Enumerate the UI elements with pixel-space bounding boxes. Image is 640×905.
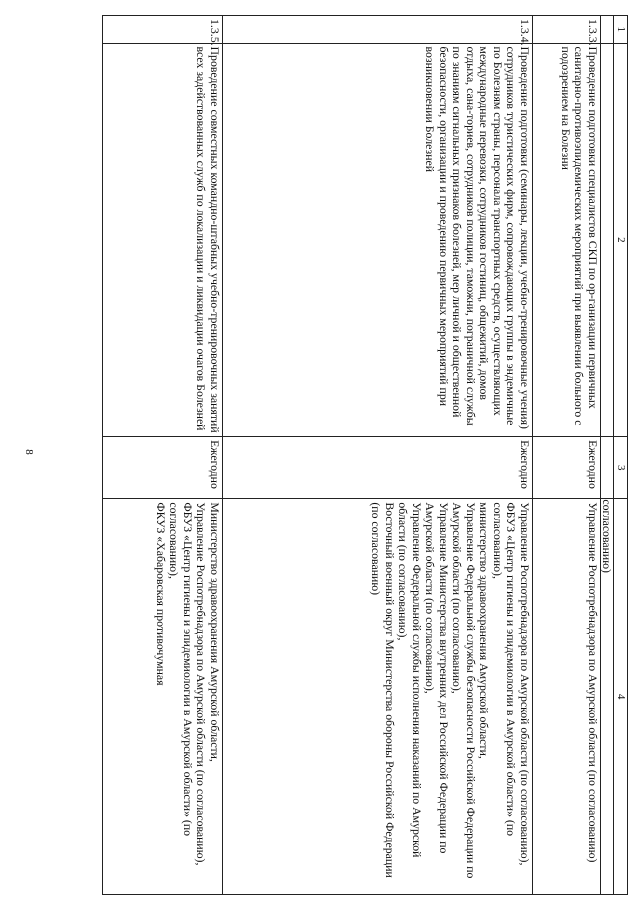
header-col-3: 3 xyxy=(614,437,628,499)
row-period: Ежегодно xyxy=(223,437,533,499)
executor-line: Восточный военный округ Министерства обороны Российской Федерации (по согласованию) xyxy=(369,502,397,878)
row-description: Проведение подготовки (семинары, лекции, учебно-тренировочные учения) сотрудников туристических фирм, сопровождающих группы в эндемичные по Болезням страны, персонала транспортных средств, осуществляющих международные перевозки, сотрудников гостиниц, общежитий, домов отдыха, сана-ториев, сотрудников полиции, таможни, пограничной службы по знаниям сигнальных признаков болезней, мер личной и общественной безопасности, организации и проведению первичных мероприятий при возникновении Болезней xyxy=(223,43,533,437)
executor-line: Управление Роспотребнадзора по Амурской области (по согласованию), xyxy=(194,502,209,866)
executor-line: министерство здравоохранения Амурской области, xyxy=(477,502,492,759)
table-row xyxy=(103,16,223,895)
row-executors xyxy=(103,499,223,895)
executor-line: Управление Министерства внутренних дел Российской Федерации по Амурской области (по согласованию), xyxy=(423,502,451,854)
executor-line: Управление Роспотребнадзора по Амурской области (по согласованию), xyxy=(518,502,532,866)
header-row xyxy=(614,16,628,895)
executor-line: Управление Федеральной службы исполнения наказаний по Амурской области (по согласованию), xyxy=(396,502,424,858)
executor-line: ФБУЗ «Центр гигиены и эпидемиологии в Амурской области» (по согласованию), xyxy=(491,502,519,837)
carryover-text: согласованию) xyxy=(601,499,614,895)
carryover-col-2 xyxy=(601,43,614,437)
page-number: 8 xyxy=(22,449,35,455)
row-executors xyxy=(223,499,533,895)
executor-line: Министерство здравоохранения Амурской области, xyxy=(208,502,222,762)
row-period: Ежегодно xyxy=(533,437,601,499)
executor-line: Управление Роспотребнадзора по Амурской области (по согласованию) xyxy=(586,502,600,863)
header-col-4: 4 xyxy=(614,499,628,895)
rotated-table-page xyxy=(88,15,628,895)
row-number: 1.3.5. xyxy=(103,16,223,44)
header-col-1: 1 xyxy=(614,16,628,44)
executor-line: Управление Федеральной службы безопасности Российской Федерации по Амурской области (по согласованию), xyxy=(450,502,478,879)
table-row xyxy=(223,16,533,895)
carryover-col-1 xyxy=(601,16,614,44)
executor-line: ФКУЗ «Хабаровская противочумная xyxy=(154,502,168,686)
row-number: 1.3.3. xyxy=(533,16,601,44)
row-description: Проведение совместных командно-штабных учебно-тренировочных занятий всех задействованных служб по локализации и ликвидации очагов Болезней xyxy=(103,43,223,437)
table-row xyxy=(533,16,601,895)
row-executors xyxy=(533,499,601,895)
row-period: Ежегодно xyxy=(103,437,223,499)
row-number: 1.3.4. xyxy=(223,16,533,44)
row-description: Проведение подготовки специалистов СКП по ор-ганизации первичных санитарно-противоэпидемических мероприятий при выявлении больного с подозрением на Болезни xyxy=(533,43,601,437)
measures-table xyxy=(102,15,628,895)
executor-line: ФБУЗ «Центр гигиены и эпидемиологии в Амурской области» (по согласованию), xyxy=(167,502,195,837)
header-col-2: 2 xyxy=(614,43,628,437)
carryover-col-3 xyxy=(601,437,614,499)
carryover-row xyxy=(601,16,614,895)
